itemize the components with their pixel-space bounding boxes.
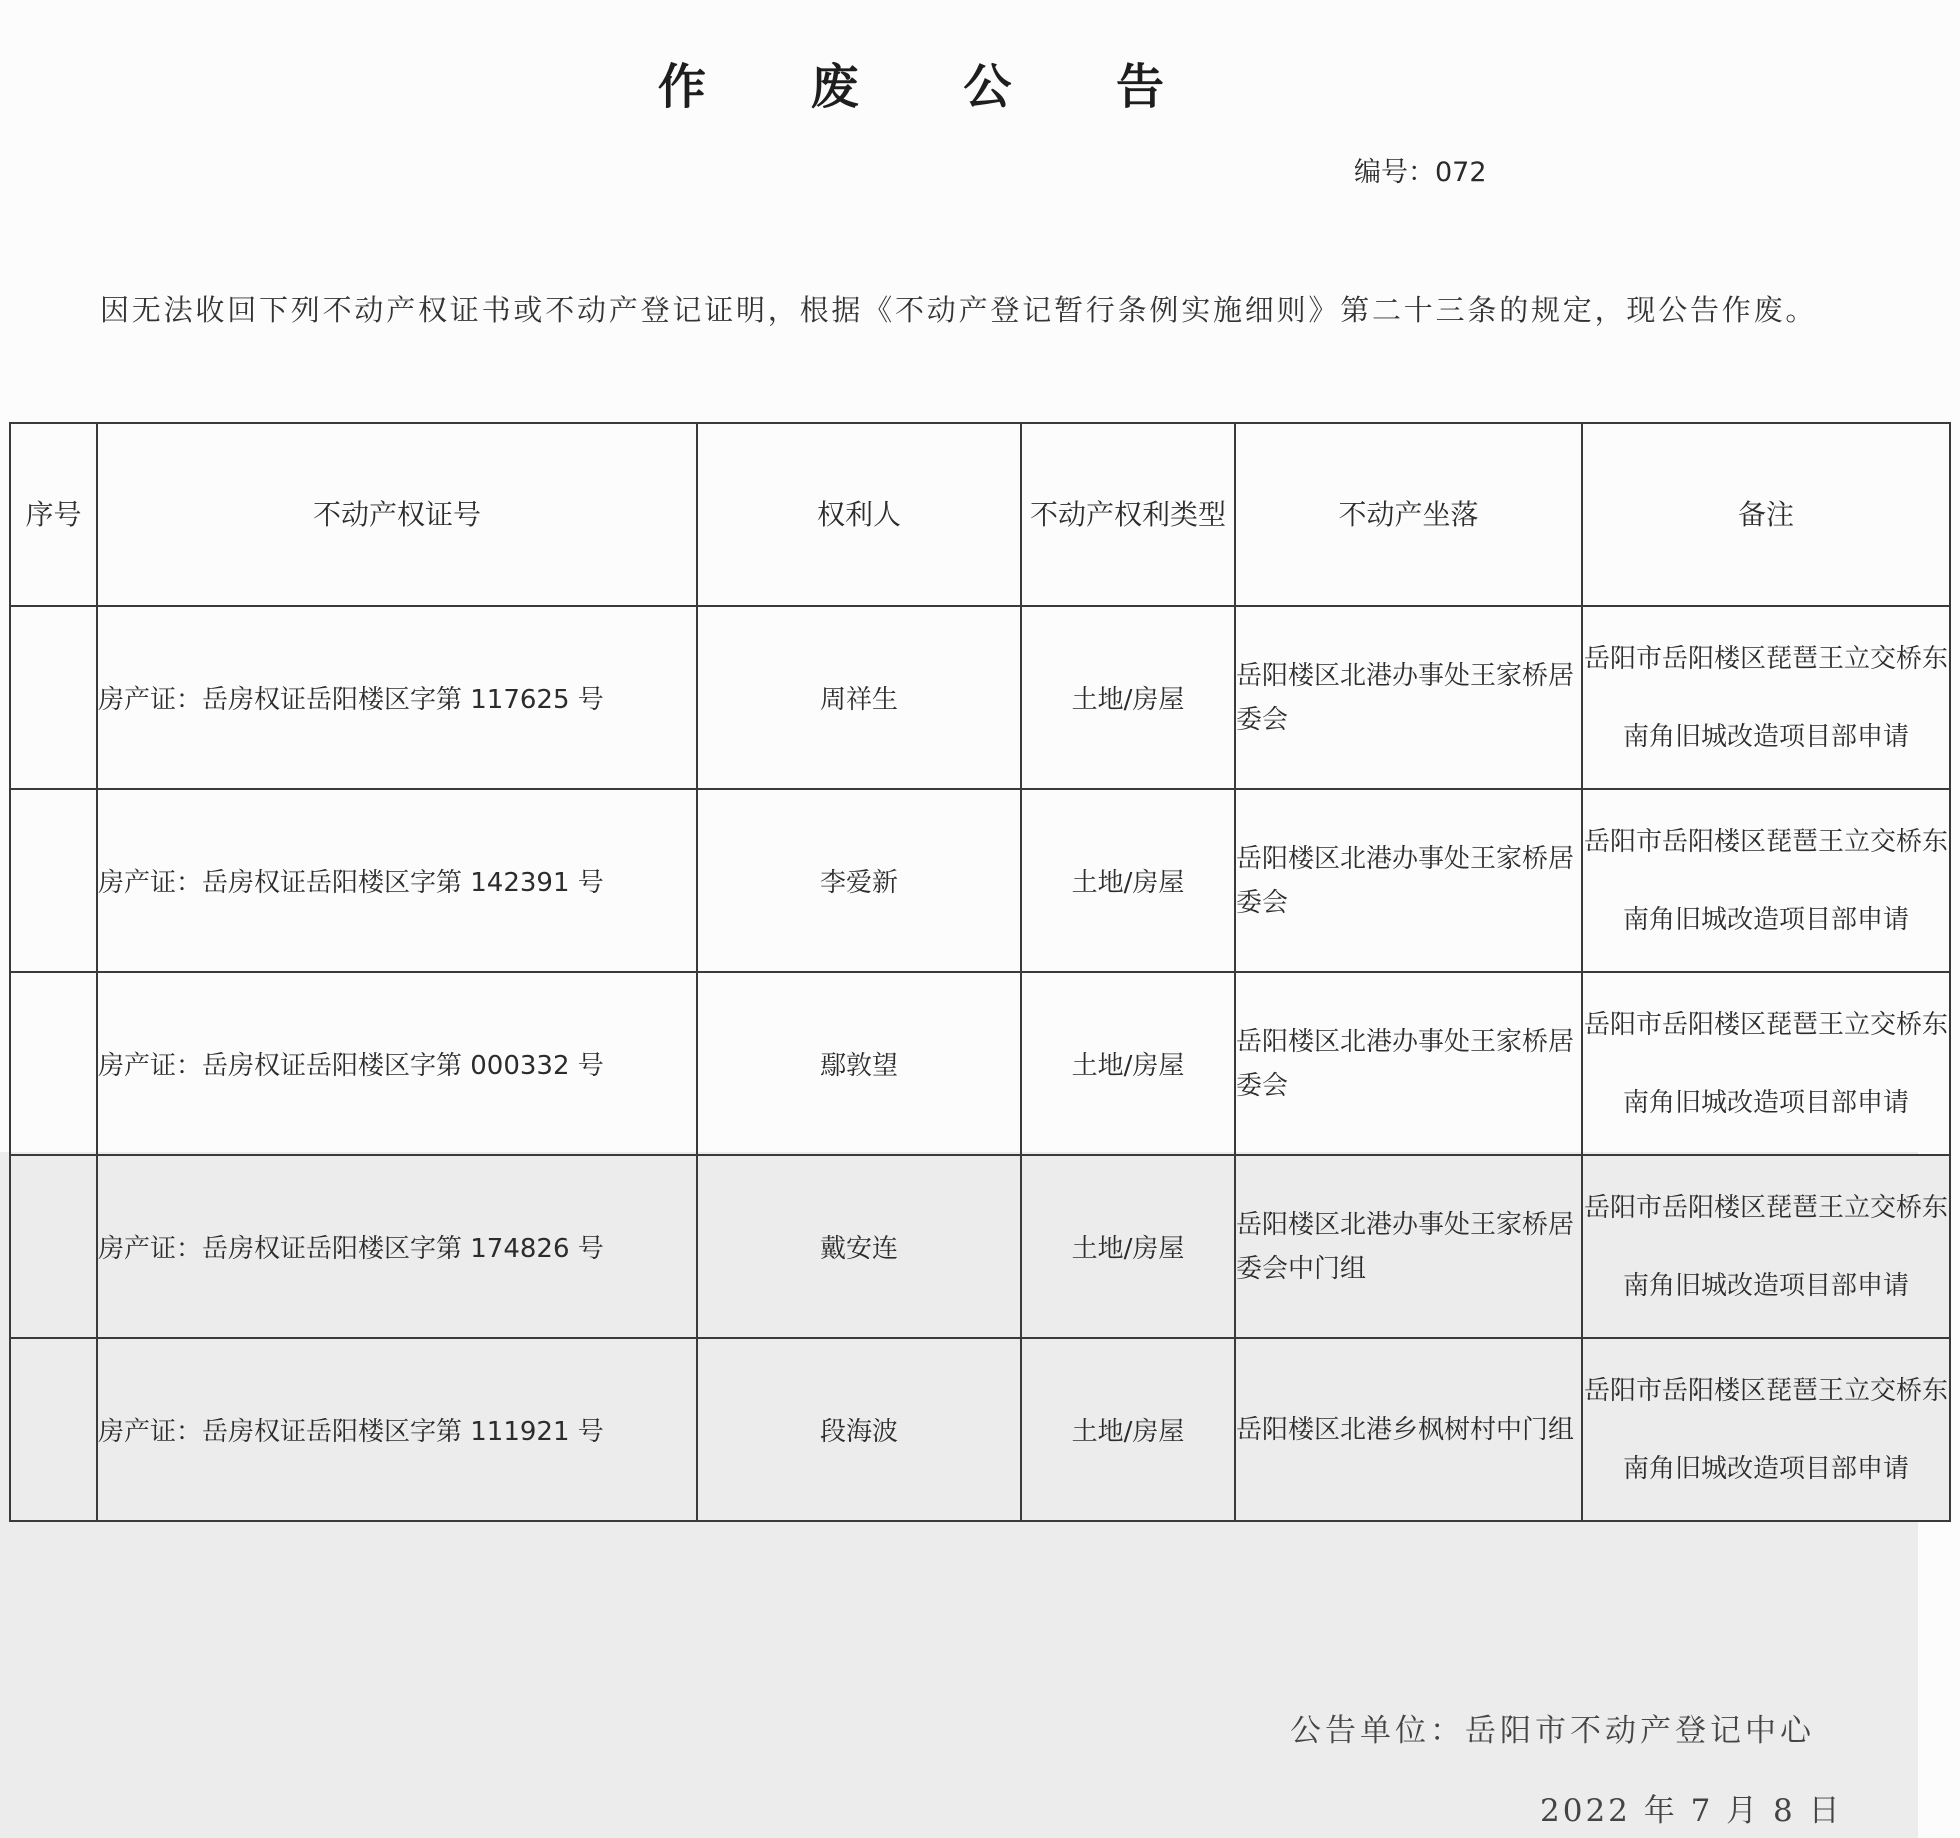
cell-owner: 鄢敦望: [697, 972, 1021, 1155]
table-row: [10, 789, 1950, 972]
table-row: [10, 606, 1950, 789]
issue-date: 2022 年 7 月 8 日: [1540, 1793, 1843, 1829]
table-row: [10, 1338, 1950, 1521]
issuing-unit: 公告单位：岳阳市不动产登记中心: [1290, 1713, 1815, 1749]
cell-cert: 房产证：岳房权证岳阳楼区字第 111921 号: [97, 1338, 697, 1521]
document-title: 作 废 公 告: [657, 59, 1209, 115]
cell-note: 岳阳市岳阳楼区琵琶王立交桥东南角旧城改造项目部申请: [1582, 1338, 1950, 1521]
cell-location: 岳阳楼区北港办事处王家桥居委会中门组: [1235, 1155, 1582, 1338]
cell-owner: 周祥生: [697, 606, 1021, 789]
cell-owner: 戴安连: [697, 1155, 1021, 1338]
header-location: 不动产坐落: [1235, 423, 1582, 606]
cell-note: 岳阳市岳阳楼区琵琶王立交桥东南角旧城改造项目部申请: [1582, 1155, 1950, 1338]
table-row: [10, 1155, 1950, 1338]
table-header-row: [10, 423, 1950, 606]
cell-seq: [10, 789, 97, 972]
document-number: 编号：072: [1354, 157, 1487, 188]
cell-cert: 房产证：岳房权证岳阳楼区字第 000332 号: [97, 972, 697, 1155]
header-owner: 权利人: [697, 423, 1021, 606]
cell-location: 岳阳楼区北港办事处王家桥居委会: [1235, 972, 1582, 1155]
header-type: 不动产权利类型: [1021, 423, 1235, 606]
cell-seq: [10, 1155, 97, 1338]
cell-location: 岳阳楼区北港办事处王家桥居委会: [1235, 606, 1582, 789]
intro-paragraph: 因无法收回下列不动产权证书或不动产登记证明，根据《不动产登记暂行条例实施细则》第二十三条的规定，现公告作废。: [100, 293, 1818, 327]
records-table: [9, 422, 1951, 1522]
header-cert: 不动产权证号: [97, 423, 697, 606]
cell-type: 土地/房屋: [1021, 1155, 1235, 1338]
cell-type: 土地/房屋: [1021, 1338, 1235, 1521]
table-row: [10, 972, 1950, 1155]
cell-type: 土地/房屋: [1021, 789, 1235, 972]
cell-type: 土地/房屋: [1021, 972, 1235, 1155]
header-note: 备注: [1582, 423, 1950, 606]
cell-type: 土地/房屋: [1021, 606, 1235, 789]
cell-cert: 房产证：岳房权证岳阳楼区字第 174826 号: [97, 1155, 697, 1338]
header-seq: 序号: [10, 423, 97, 606]
cell-cert: 房产证：岳房权证岳阳楼区字第 142391 号: [97, 789, 697, 972]
cell-owner: 李爱新: [697, 789, 1021, 972]
cell-note: 岳阳市岳阳楼区琵琶王立交桥东南角旧城改造项目部申请: [1582, 972, 1950, 1155]
cell-seq: [10, 1338, 97, 1521]
cell-location: 岳阳楼区北港乡枫树村中门组: [1235, 1338, 1582, 1521]
cell-location: 岳阳楼区北港办事处王家桥居委会: [1235, 789, 1582, 972]
cell-seq: [10, 972, 97, 1155]
cell-cert: 房产证：岳房权证岳阳楼区字第 117625 号: [97, 606, 697, 789]
cell-owner: 段海波: [697, 1338, 1021, 1521]
cell-note: 岳阳市岳阳楼区琵琶王立交桥东南角旧城改造项目部申请: [1582, 789, 1950, 972]
cell-note: 岳阳市岳阳楼区琵琶王立交桥东南角旧城改造项目部申请: [1582, 606, 1950, 789]
cell-seq: [10, 606, 97, 789]
